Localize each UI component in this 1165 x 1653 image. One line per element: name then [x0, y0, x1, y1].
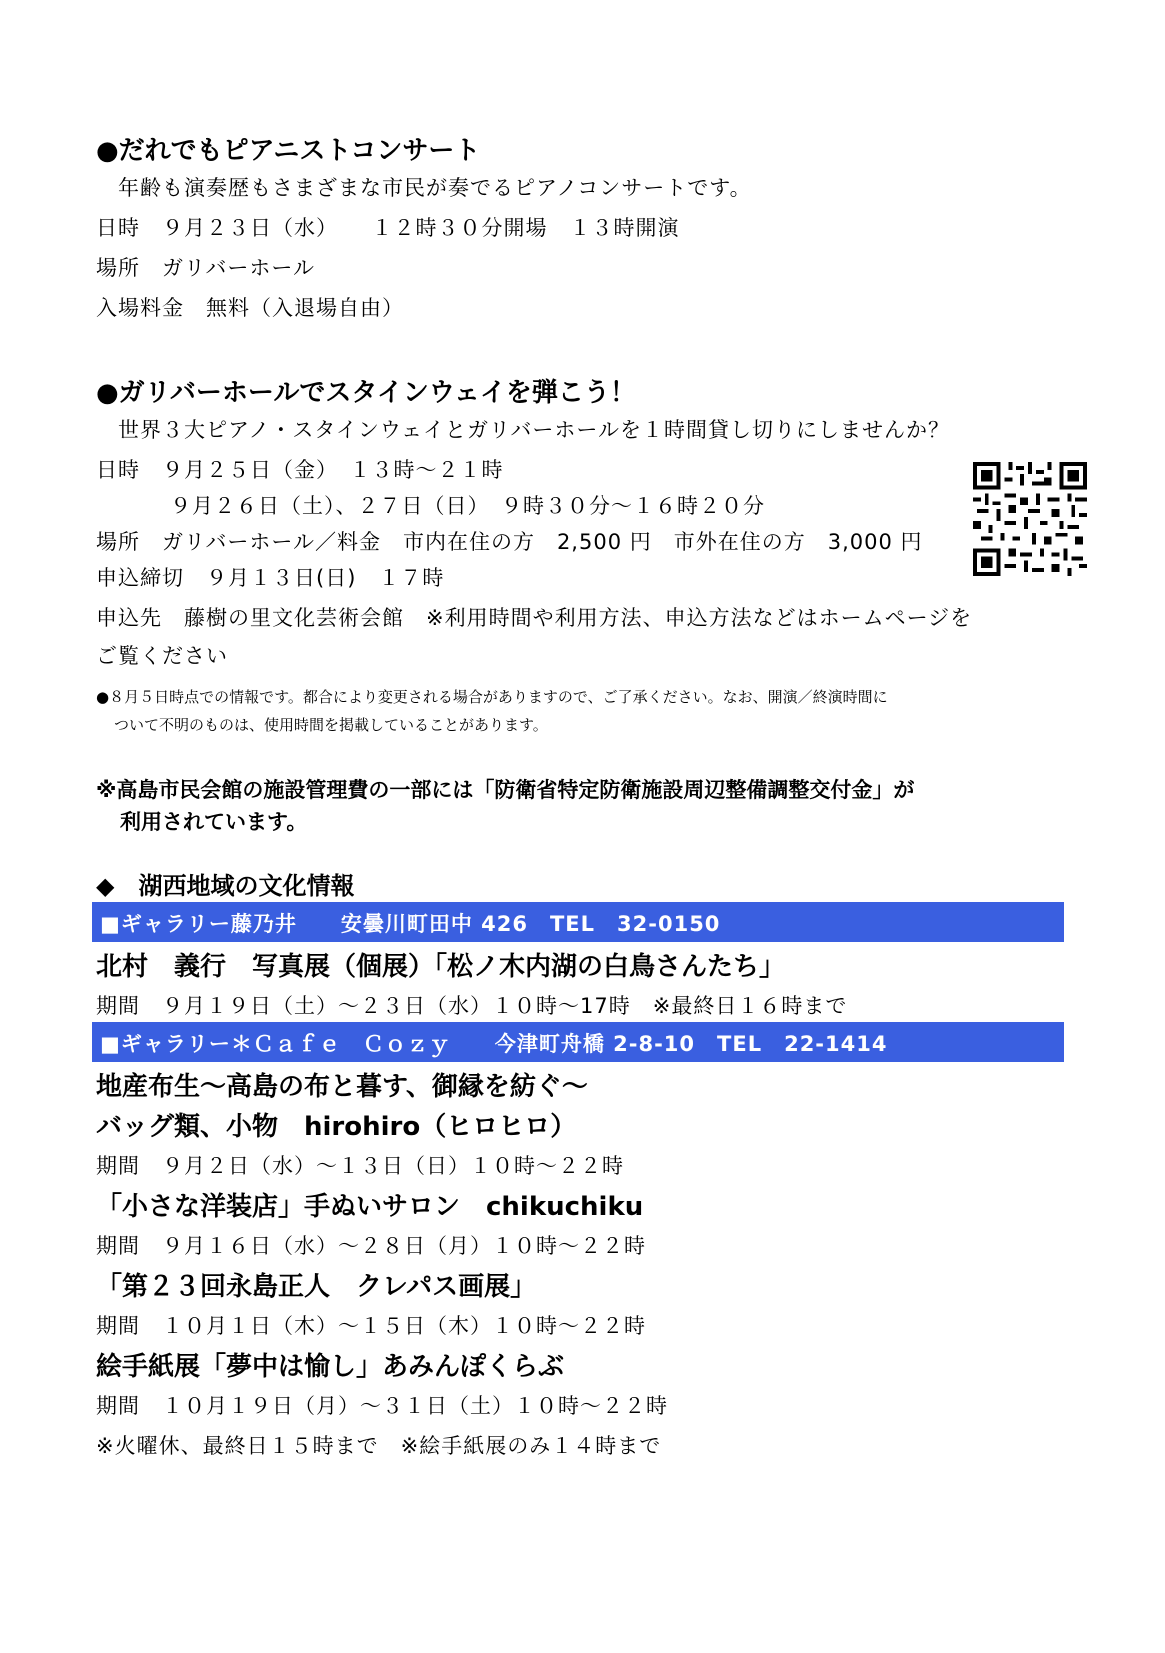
kosei-heading: ◆ 湖西地域の文化情報 — [96, 872, 355, 900]
gallery-1-period: 期間 ９月１９日（土）～２３日（水）１０時～17時 ※最終日１６時まで — [96, 994, 848, 1018]
steinway-heading: ●ガリバーホールでスタインウェイを弾こう！ — [96, 378, 636, 408]
gallery-2-title-1a: 地産布生～高島の布と暮す、御縁を紡ぐ～ — [96, 1072, 588, 1102]
subsidy-line-2: 利用されています。 — [120, 810, 308, 834]
steinway-apply-line-2: ご覧ください — [96, 644, 228, 668]
gallery-2-title-4: 絵手紙展「夢中は愉し」あみんぽくらぶ — [96, 1352, 565, 1382]
gallery-2-period-1: 期間 ９月２日（水）～１３日（日）１０時～２２時 — [96, 1154, 624, 1178]
subsidy-line-1: ※高島市民会館の施設管理費の一部には「防衛省特定防衛施設周辺整備調整交付金」が — [96, 778, 915, 802]
qr-code-icon[interactable] — [973, 462, 1087, 576]
gallery-2-title-3: 「第２３回永島正人 クレパス画展」 — [96, 1272, 537, 1302]
concert-heading: ●だれでもピアニストコンサート — [96, 136, 481, 166]
gallery-1-band — [92, 902, 1064, 942]
gallery-2-period-4: 期間 １０月１９日（月）～３１日（土）１０時～２２時 — [96, 1394, 668, 1418]
gallery-2-footnote: ※火曜休、最終日１５時まで ※絵手紙展のみ１４時まで — [96, 1434, 662, 1458]
gallery-2-band-label: ■ギャラリー＊Ｃａｆｅ Ｃｏｚｙ 今津町舟橋 2-8-10 TEL 22-1414 — [100, 1032, 888, 1056]
steinway-apply-line-1: 申込先 藤樹の里文化芸術会館 ※利用時間や利用方法、申込方法などはホームページを — [96, 606, 973, 630]
steinway-deadline: 申込締切 ９月１３日(日) １７時 — [96, 566, 445, 590]
notice-line-1: ●８月５日時点での情報です。都合により変更される場合がありますので、ご了承ください。なお、開演／終演時間に — [96, 688, 888, 706]
gallery-2-period-3: 期間 １０月１日（木）～１５日（木）１０時～２２時 — [96, 1314, 646, 1338]
notice-line-2: ついて不明のものは、使用時間を掲載していることがあります。 — [114, 716, 548, 734]
gallery-2-band — [92, 1022, 1064, 1062]
steinway-intro: 世界３大ピアノ・スタインウェイとガリバーホールを１時間貸し切りにしませんか？ — [118, 418, 951, 442]
steinway-place-fee: 場所 ガリバーホール／料金 市内在住の方 2,500 円 市外在住の方 3,000 円 — [96, 530, 923, 554]
concert-place: 場所 ガリバーホール — [96, 256, 315, 280]
steinway-date-1: 日時 ９月２５日（金） １３時～２１時 — [96, 458, 504, 482]
gallery-1-title: 北村 義行 写真展（個展）「松ノ木内湖の白鳥さんたち」 — [96, 952, 786, 982]
gallery-2-title-2: 「小さな洋装店」手ぬいサロン chikuchiku — [96, 1192, 644, 1222]
steinway-date-2: ９月２６日（土）、２７日（日） ９時３０分～１６時２０分 — [170, 494, 765, 518]
concert-intro: 年齢も演奏歴もさまざまな市民が奏でるピアノコンサートです。 — [118, 176, 752, 200]
concert-date: 日時 ９月２３日（水） １２時３０分開場 １３時開演 — [96, 216, 680, 240]
gallery-1-band-label: ■ギャラリー藤乃井 安曇川町田中 426 TEL 32-0150 — [100, 912, 721, 936]
concert-fee: 入場料金 無料（入退場自由） — [96, 296, 404, 320]
gallery-2-period-2: 期間 ９月１６日（水）～２８日（月）１０時～２２時 — [96, 1234, 646, 1258]
gallery-2-title-1b: バッグ類、小物 hirohiro（ヒロヒロ） — [96, 1112, 577, 1142]
